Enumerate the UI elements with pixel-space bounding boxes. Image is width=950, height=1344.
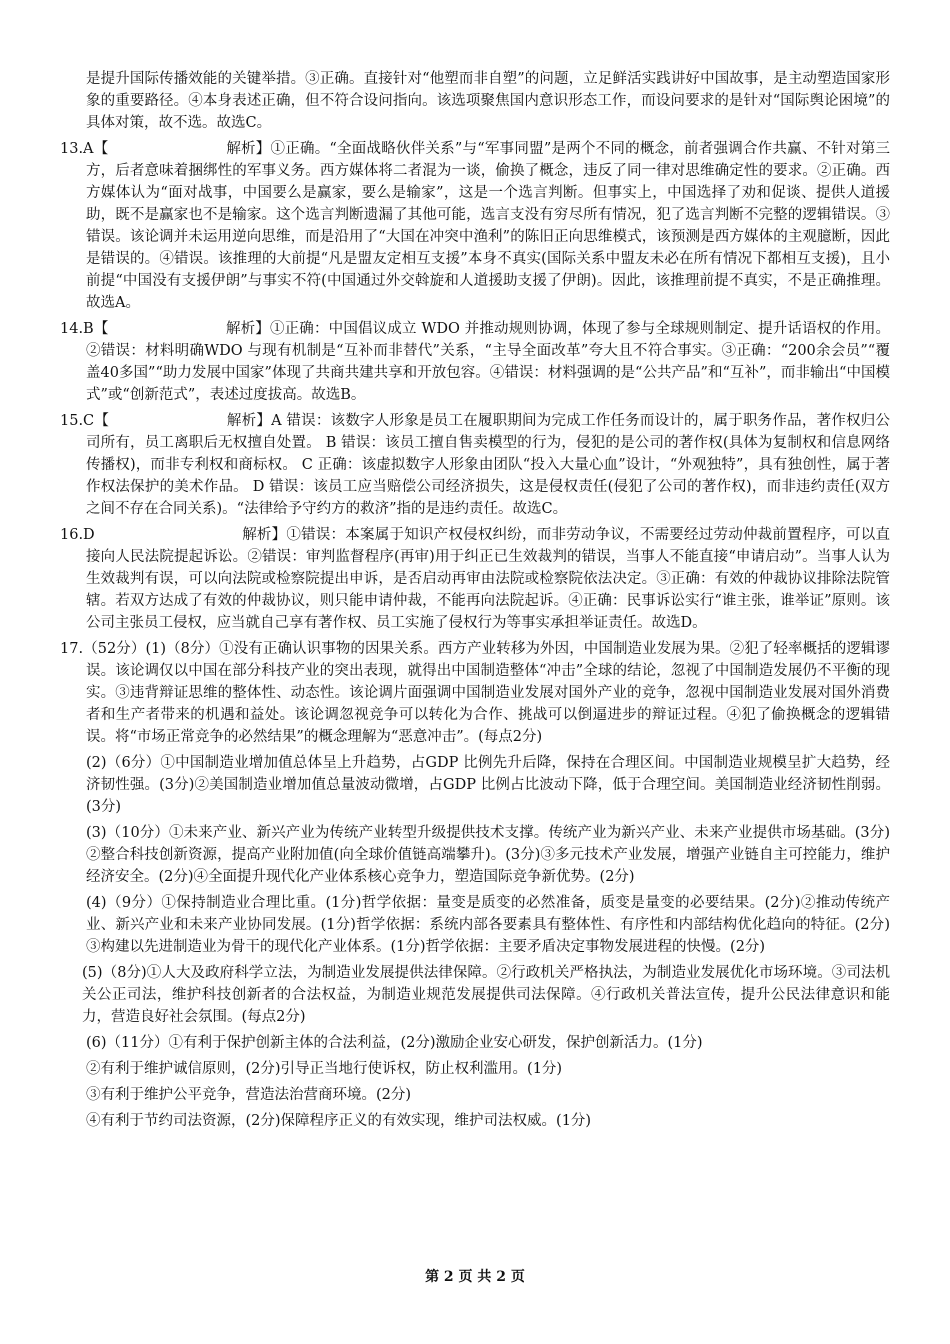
paragraph-q17-part6-item3: ③有利于维护公平竞争，营造法治营商环境。(2分): [86, 1087, 412, 1103]
paragraph-q17-part5: (5)（8分)①人大及政府科学立法，为制造业发展提供法律保障。②行政机关严格执法，为制造业发展优化市场环境。③司法机关公正司法，维护科技创新者的合法权益，为制造业规范发展提供司法保障。④行政机关普法宣传，提升公民法律意识和能力，营造良好社会氛围。(每点2分): [82, 965, 890, 1025]
paragraph-q17-part6-item1: (6)（11分）①有利于保护创新主体的合法利益，(2分)激励企业安心研发，保护创新活力。(1分): [86, 1035, 703, 1051]
paragraph-q13: 13.A【 解析】①正确。“全面战略伙伴关系”与“军事同盟”是两个不同的概念，前者强调合作共赢、不针对第三方，后者意味着捆绑性的军事义务。西方媒体将二者混为一谈，偷换了概念，违反了同一律对思维确定性的要求。②正确。西方媒体认为“面对战事，中国要么是赢家，要么是输家”，这是一个选言判断。但事实上，中国选择了劝和促谈、提供人道援助，既不是赢家也不是输家。这个选言判断遗漏了其他可能，选言支没有穷尽所有情况，犯了选言判断不完整的逻辑错误。③错误。该论调并未运用逆向思维，而是沿用了“大国在冲突中渔利”的陈旧正向思维模式，该预测是西方媒体的主观臆断，因此是错误的。④错误。该推理的大前提“凡是盟友定相互支援”本身不真实(国际关系中盟友未必在所有情况下都相互支援)，且小前提“中国没有支援伊朗”与事实不符(中国通过外交斡旋和人道援助支援了伊朗)。因此，该推理前提不真实，不是正确推理。故选A。: [60, 141, 890, 311]
paragraph-q17-part4: (4)（9分）①保持制造业合理比重。(1分)哲学依据：量变是质变的必然准备，质变是量变的必要结果。(2分)②推动传统产业、新兴产业和未来产业协同发展。(1分)哲学依据：系统内部各要素具有整体性、有序性和内部结构优化趋向的特征。(2分)③构建以先进制造业为骨干的现代化产业体系。(1分)哲学依据：主要矛盾决定事物发展进程的快慢。(2分): [86, 895, 890, 955]
answer-page: [60, 68, 890, 1136]
paragraph-q17-part3: (3)（10分）①未来产业、新兴产业为传统产业转型升级提供技术支撑。传统产业为新兴产业、未来产业提供市场基础。(3分)②整合科技创新资源，提高产业附加值(向全球价值链高端攀升)。(3分)③多元技术产业发展，增强产业链自主可控能力，维护经济安全。(2分)④全面提升现代化产业体系核心竞争力，塑造国际竞争新优势。(2分): [86, 825, 890, 885]
paragraph-q16: 16.D 解析】①错误：本案属于知识产权侵权纠纷，而非劳动争议，不需要经过劳动仲裁前置程序，可以直接向人民法院提起诉讼。②错误：审判监督程序(再审)用于纠正已生效裁判的错误，当事人不能直接“申请启动”。当事人认为生效裁判有误，可以向法院或检察院提出申诉，是否启动再审由法院或检察院依法决定。③正确：有效的仲裁协议排除法院管辖。若双方达成了有效的仲裁协议，则只能申请仲裁，不能再向法院起诉。④正确：民事诉讼实行“谁主张，谁举证”原则。该公司主张员工侵权，应当就自己享有著作权、员工实施了侵权行为等事实承担举证责任。故选D。: [60, 527, 890, 631]
paragraph-q14: 14.B【 解析】①正确：中国倡议成立 WDO 并推动规则协调，体现了参与全球规则制定、提升话语权的作用。②错误：材料明确WDO 与现有机制是“互补而非替代”关系，“主导全面改革”夸大且不符合事实。③正确：“200余会员”“覆盖40多国”“助力发展中国家”体现了共商共建共享和开放包容。④错误：材料强调的是“公共产品”和“互补”，而非输出“中国模式”或“创新范式”，表述过度拔高。故选B。: [60, 321, 890, 403]
paragraph-q15: 15.C【 解析】A 错误：该数字人形象是员工在履职期间为完成工作任务而设计的，属于职务作品，著作权归公司所有，员工离职后无权擅自处置。 B 错误：该员工擅自售卖模型的行为，侵犯的是公司的著作权(具体为复制权和信息网络传播权)，而非专利权和商标权。 C 正确：该虚拟数字人形象由团队“投入大量心血”设计，“外观独特”，具有独创性，属于著作权法保护的美术作品。 D 错误：该员工应当赔偿公司经济损失，这是侵权责任(侵犯了公司的著作权)，而非违约责任(双方之间不存在合同关系)。“法律给予守约方的救济”指的是违约责任。故选C。: [60, 413, 890, 517]
paragraph-q17-part1: 17.（52分）(1)（8分）①没有正确认识事物的因果关系。西方产业转移为外因，中国制造业发展为果。②犯了轻率概括的逻辑谬误。该论调仅以中国在部分科技产业的突出表现，就得出中国制造整体“冲击”全球的结论，忽视了中国制造发展仍不平衡的现实。③违背辩证思维的整体性、动态性。该论调片面强调中国制造业发展对国外产业的竞争，忽视中国制造业发展对国外消费者和生产者带来的机遇和益处。该论调忽视竞争可以转化为合作、挑战可以倒逼进步的辩证过程。④犯了偷换概念的逻辑错误。将“市场正常竞争的必然结果”的概念理解为“恶意冲击”。(每点2分): [60, 641, 890, 745]
paragraph-q12-continued: 是提升国际传播效能的关键举措。③正确。直接针对“他塑而非自塑”的问题，立足鲜活实践讲好中国故事，是主动塑造国家形象的重要路径。④本身表述正确，但不符合设问指向。该选项聚焦国内意识形态工作，而设问要求的是针对“国际舆论困境”的具体对策，故不选。故选C。: [86, 71, 890, 131]
paragraph-q17-part6-item4: ④有利于节约司法资源，(2分)保障程序正义的有效实现，维护司法权威。(1分): [86, 1113, 592, 1129]
paragraph-q17-part6-item2: ②有利于维护诚信原则，(2分)引导正当地行使诉权，防止权利滥用。(1分): [86, 1061, 563, 1077]
page-footer: 第 2 页 共 2 页: [425, 1269, 525, 1285]
paragraph-q17-part2: (2)（6分）①中国制造业增加值总体呈上升趋势，占GDP 比例先升后降，保持在合理区间。中国制造业规模呈扩大趋势，经济韧性强。(3分)②美国制造业增加值总量波动微增，占GDP 比例占比波动下降，低于合理空间。美国制造业经济韧性削弱。(3分): [86, 755, 890, 815]
